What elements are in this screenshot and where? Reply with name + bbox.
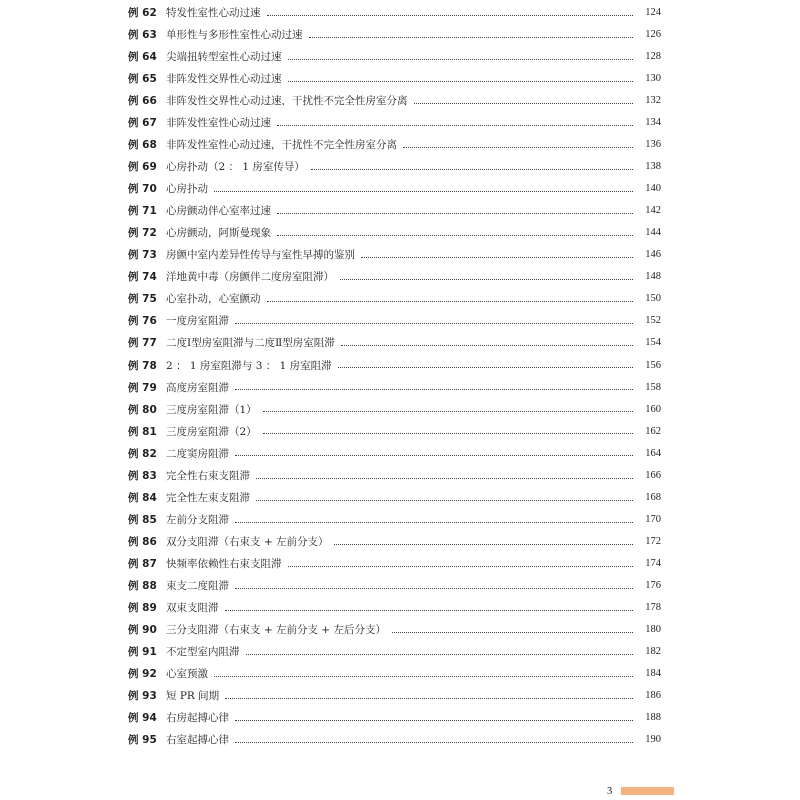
- toc-entry[interactable]: [128, 443, 661, 465]
- toc-entry-page: 164: [645, 447, 661, 459]
- dot-leader: [338, 366, 633, 368]
- toc-entry-title: 心房扑动: [166, 183, 208, 196]
- toc-entry-label: 例 89: [128, 602, 157, 615]
- toc-entry-page: 174: [645, 557, 661, 569]
- toc-entry[interactable]: [128, 619, 661, 641]
- toc-entry-label: 例 64: [128, 50, 157, 63]
- toc-entry-page: 150: [645, 293, 661, 305]
- toc-entry-title: 洋地黄中毒（房颤伴二度房室阻滞）: [166, 271, 334, 284]
- toc-entry[interactable]: [128, 178, 661, 200]
- toc-entry-label: 例 80: [128, 403, 157, 416]
- toc-entry-page: 144: [645, 227, 661, 239]
- toc-entry-page: 146: [645, 249, 661, 261]
- toc-entry-page: 126: [645, 28, 661, 40]
- toc-entry-title: 完全性左束支阻滞: [166, 491, 250, 504]
- toc-entry-label: 例 68: [128, 139, 157, 152]
- dot-leader: [235, 719, 633, 721]
- dot-leader: [288, 565, 634, 567]
- dot-leader: [225, 697, 633, 699]
- toc-entry-title: 2 ： 1 房室阻滞与 3 ： 1 房室阻滞: [166, 359, 332, 372]
- dot-leader: [288, 80, 634, 82]
- footer-accent-bar: [621, 787, 674, 795]
- toc-entry-label: 例 88: [128, 579, 157, 592]
- toc-entry-title: 快频率依赖性右束支阻滞: [166, 557, 282, 570]
- toc-entry[interactable]: [128, 487, 661, 509]
- toc-entry-title: 非阵发性室性心动过速: [166, 117, 271, 129]
- toc-entry-title: 右房起搏心律: [166, 712, 229, 725]
- toc-entry-title: 束支二度阻滞: [166, 579, 229, 592]
- dot-leader: [403, 146, 633, 148]
- toc-entry-title: 短 PR 间期: [166, 690, 220, 703]
- toc-entry-page: 190: [645, 734, 661, 746]
- toc-entry-page: 186: [645, 690, 661, 702]
- toc-entry-page: 132: [645, 94, 661, 106]
- toc-entry-title: 二度窦房阻滞: [166, 447, 229, 460]
- toc-entry-label: 例 76: [128, 315, 157, 328]
- toc-entry-label: 例 81: [128, 425, 157, 438]
- toc-entry[interactable]: [128, 377, 661, 399]
- dot-leader: [263, 432, 633, 434]
- toc-entry-title: 非阵发性交界性心动过速，干扰性不完全性房室分离: [166, 94, 408, 107]
- toc-entry-title: 单形性与多形性室性心动过速: [166, 28, 303, 41]
- toc-entry-page: 124: [645, 6, 661, 18]
- toc-entry-title: 不定型室内阻滞: [166, 646, 240, 659]
- toc-entry[interactable]: [128, 267, 661, 289]
- toc-entry-title: 三度房室阻滞（2）: [166, 425, 257, 438]
- dot-leader: [235, 587, 633, 589]
- toc-entry-page: 180: [645, 624, 661, 636]
- dot-leader: [340, 278, 633, 280]
- toc-entry-label: 例 77: [128, 337, 157, 350]
- toc-entry-title: 心房颤动，阿斯曼现象: [166, 227, 271, 240]
- toc-entry-page: 176: [645, 579, 661, 591]
- toc-entry-page: 134: [645, 117, 661, 128]
- toc-entry-title: 完全性右束支阻滞: [166, 469, 250, 482]
- toc-entry[interactable]: [128, 245, 661, 267]
- toc-entry-label: 例 70: [128, 183, 157, 196]
- dot-leader: [267, 14, 634, 16]
- toc-entry-title: 心室扑动，心室颤动: [166, 293, 261, 306]
- dot-leader: [334, 543, 633, 545]
- toc-entry-page: 182: [645, 646, 661, 658]
- toc-entry[interactable]: [128, 355, 661, 377]
- toc-entry-title: 一度房室阻滞: [166, 315, 229, 328]
- dot-leader: [256, 499, 633, 501]
- toc-entry-title: 二度Ⅰ型房室阻滞与二度Ⅱ型房室阻滞: [166, 337, 335, 350]
- dot-leader: [267, 300, 634, 302]
- toc-entry-page: 154: [645, 337, 661, 349]
- toc-entry[interactable]: [128, 685, 661, 707]
- toc-entry-page: 172: [645, 535, 661, 547]
- toc-entry[interactable]: [128, 200, 661, 222]
- toc-entry-label: 例 63: [128, 28, 157, 41]
- toc-entry-title: 高度房室阻滞: [166, 381, 229, 394]
- dot-leader: [288, 58, 634, 60]
- toc-entry-label: 例 65: [128, 72, 157, 85]
- toc-entry-label: 例 66: [128, 94, 157, 107]
- toc-entry[interactable]: [128, 575, 661, 597]
- dot-leader: [392, 631, 633, 633]
- toc-entry-label: 例 73: [128, 249, 157, 262]
- toc-entry[interactable]: [128, 46, 661, 68]
- dot-leader: [214, 190, 633, 192]
- toc-entry-page: 178: [645, 602, 661, 614]
- toc-entry-title: 左前分支阻滞: [166, 513, 229, 526]
- toc-entry-page: 152: [645, 315, 661, 327]
- dot-leader: [235, 521, 633, 523]
- toc-entry[interactable]: [128, 641, 661, 663]
- dot-leader: [214, 675, 633, 677]
- toc-entry-page: 156: [645, 359, 661, 371]
- toc-entry[interactable]: [128, 465, 661, 487]
- dot-leader: [309, 36, 634, 38]
- dot-leader: [235, 322, 633, 324]
- toc-entry[interactable]: [128, 663, 661, 685]
- toc-entry[interactable]: [128, 2, 661, 24]
- toc-entry[interactable]: [128, 399, 661, 421]
- toc-entry-page: 158: [645, 381, 661, 393]
- dot-leader: [361, 256, 633, 258]
- table-of-contents: [128, 2, 661, 752]
- toc-entry-title: 心房颤动伴心室率过速: [166, 205, 271, 218]
- toc-entry[interactable]: [128, 90, 661, 112]
- toc-entry-page: 188: [645, 712, 661, 724]
- toc-entry[interactable]: [128, 708, 661, 730]
- toc-entry-page: 148: [645, 271, 661, 283]
- toc-entry[interactable]: [128, 222, 661, 244]
- toc-entry-label: 例 82: [128, 447, 157, 460]
- toc-entry-title: 三分支阻滞（右束支 + 左前分支 + 左后分支）: [166, 624, 386, 637]
- toc-entry-label: 例 90: [128, 624, 157, 637]
- toc-entry-title: 房颤中室内差异性传导与室性早搏的鉴别: [166, 249, 355, 262]
- toc-entry[interactable]: [128, 730, 661, 752]
- toc-entry-page: 136: [645, 139, 661, 151]
- toc-entry-label: 例 71: [128, 205, 157, 218]
- toc-entry-title: 三度房室阻滞（1）: [166, 403, 257, 416]
- toc-entry-label: 例 75: [128, 293, 157, 306]
- toc-entry-title: 心房扑动（2 ： 1 房室传导）: [166, 161, 305, 174]
- dot-leader: [277, 212, 633, 214]
- toc-entry-label: 例 86: [128, 535, 157, 548]
- dot-leader: [235, 388, 633, 390]
- toc-entry[interactable]: [128, 553, 661, 575]
- toc-entry-page: 170: [645, 513, 661, 525]
- dot-leader: [263, 410, 633, 412]
- toc-entry-page: 128: [645, 50, 661, 62]
- toc-entry[interactable]: [128, 531, 661, 553]
- toc-entry[interactable]: [128, 134, 661, 156]
- toc-entry[interactable]: [128, 333, 661, 355]
- toc-entry[interactable]: [128, 289, 661, 311]
- toc-entry[interactable]: [128, 597, 661, 619]
- dot-leader: [341, 344, 633, 346]
- dot-leader: [256, 477, 633, 479]
- dot-leader: [414, 102, 634, 104]
- toc-entry-label: 例 79: [128, 381, 157, 394]
- toc-entry[interactable]: [128, 24, 661, 46]
- toc-entry-title: 心室预激: [166, 668, 208, 681]
- toc-entry-title: 非阵发性室性心动过速，干扰性不完全性房室分离: [166, 139, 397, 152]
- toc-entry-page: 184: [645, 668, 661, 680]
- toc-entry[interactable]: [128, 311, 661, 333]
- toc-entry-label: 例 95: [128, 734, 157, 747]
- toc-entry-label: 例 72: [128, 227, 157, 240]
- dot-leader: [246, 653, 634, 655]
- toc-entry-label: 例 94: [128, 712, 157, 725]
- toc-entry-title: 双束支阻滞: [166, 602, 219, 615]
- toc-entry-label: 例 67: [128, 117, 157, 129]
- dot-leader: [277, 124, 633, 126]
- toc-entry-label: 例 92: [128, 668, 157, 681]
- toc-entry-page: 140: [645, 183, 661, 195]
- dot-leader: [235, 454, 633, 456]
- toc-entry-label: 例 93: [128, 690, 157, 703]
- toc-entry-label: 例 62: [128, 6, 157, 19]
- toc-entry-label: 例 78: [128, 359, 157, 372]
- dot-leader: [277, 234, 633, 236]
- toc-entry[interactable]: [128, 68, 661, 90]
- toc-entry-page: 162: [645, 425, 661, 437]
- toc-entry-page: 130: [645, 72, 661, 84]
- toc-entry[interactable]: [128, 509, 661, 531]
- dot-leader: [311, 168, 633, 170]
- toc-entry-title: 非阵发性交界性心动过速: [166, 72, 282, 85]
- toc-entry-page: 168: [645, 491, 661, 503]
- toc-entry-title: 特发性室性心动过速: [166, 6, 261, 19]
- toc-entry-title: 右室起搏心律: [166, 734, 229, 747]
- dot-leader: [225, 609, 634, 611]
- toc-entry-label: 例 84: [128, 491, 157, 504]
- toc-entry[interactable]: [128, 156, 661, 178]
- dot-leader: [235, 741, 633, 743]
- toc-entry-title: 双分支阻滞（右束支 + 左前分支）: [166, 535, 329, 548]
- toc-entry[interactable]: [128, 112, 661, 134]
- toc-entry-label: 例 74: [128, 271, 157, 284]
- toc-entry-label: 例 87: [128, 557, 157, 570]
- toc-entry-page: 138: [645, 161, 661, 173]
- toc-entry-label: 例 69: [128, 161, 157, 174]
- toc-entry-page: 142: [645, 205, 661, 217]
- footer-page-number: 3: [607, 786, 613, 797]
- toc-entry-label: 例 85: [128, 513, 157, 526]
- toc-entry[interactable]: [128, 421, 661, 443]
- toc-entry-page: 160: [645, 403, 661, 415]
- toc-entry-title: 尖端扭转型室性心动过速: [166, 50, 282, 63]
- toc-entry-label: 例 83: [128, 469, 157, 482]
- toc-entry-label: 例 91: [128, 646, 157, 659]
- toc-entry-page: 166: [645, 469, 661, 481]
